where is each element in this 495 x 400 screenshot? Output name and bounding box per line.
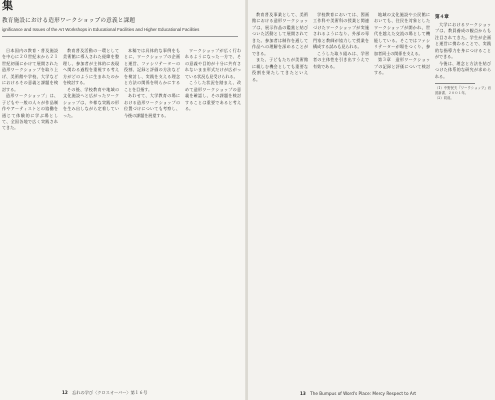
text-column-3 xyxy=(124,48,180,388)
feature-title-character: 集 xyxy=(2,0,13,12)
right-page-folio xyxy=(300,391,416,396)
paragraph: また、子どもたちが美術館に親しむ機会としても重要な役割を果たしてきたといえる。 xyxy=(252,57,308,82)
running-footer: The Bumpus of Word's Place: Mercy Respect to Art xyxy=(310,391,417,396)
paragraph: その後、学校教育や地域の文化施設へと広がったワークショップは、多様な実践の形を生み出しながら定着していった。 xyxy=(63,86,119,118)
text-column-7 xyxy=(374,12,430,388)
header-rule xyxy=(2,36,238,37)
text-column-2 xyxy=(63,48,119,388)
page-number: 13 xyxy=(300,391,306,396)
paragraph: 第３章 造形ワークショップの記録と評価について検討する。 xyxy=(374,57,430,76)
text-column-8 xyxy=(435,12,491,388)
footnote: （2）同前。 xyxy=(435,95,454,100)
article-header xyxy=(2,0,242,37)
footnote-rule xyxy=(435,83,475,84)
left-page-folio xyxy=(62,390,147,396)
paragraph: こうした状況を踏まえ、改めて造形ワークショップの意義を確認し、その課題を検討することは重要であると考える。 xyxy=(185,80,241,112)
paragraph: 大学におけるワークショップは、教員養成の観点からも注目されてきた。学生が企画と運営に携わることで、実践的な指導力を身につけることができる。 xyxy=(435,22,491,60)
article-subtitle: 教育施設における造形ワークショップの意義と課題 xyxy=(2,18,136,24)
paragraph: あわせて、大学教育の場における造形ワークショップの位置づけについても考察し、今後の課題を展望する。 xyxy=(124,93,180,118)
text-column-1 xyxy=(2,48,58,388)
left-page xyxy=(0,0,246,400)
paragraph: ワークショップが広く行われるようになった一方で、その意義や目的が十分に共有されないまま形式だけが広がっている状況も見受けられる。 xyxy=(185,48,241,79)
right-page-columns xyxy=(252,12,491,388)
right-page xyxy=(248,0,495,400)
page-number: 12 xyxy=(62,390,68,395)
paragraph: 学校教育においては、図画工作科や美術科の授業と関連づけたワークショップが実施されるようになり、外部の専門家と教師が協力して授業を構成する試みも見られる。 xyxy=(313,12,369,50)
paragraph: 地域の文化施設や公民館においても、住民を対象としたワークショップが開かれ、世代を越えた交流の場として機能している。そこではファシリテーターが場をつくり、参加者同士の関係を支える。 xyxy=(374,12,430,56)
text-column-4 xyxy=(185,48,241,388)
section-heading: 第４章 xyxy=(435,15,449,20)
paragraph: こうした取り組みは、学習者の主体性を引き出すうえで有効である。 xyxy=(313,50,369,69)
paragraph: 日本国内の教育・普及施設を中心に２０世紀末から２１世紀初頭にかけて展開された造形ワークショップを取り上げ、美術館や学校、大学などにおけるその意義と課題を検討する。 xyxy=(2,48,58,92)
left-page-columns xyxy=(2,48,241,388)
paragraph: 造形ワークショップ」は、子どもや一般の人々が作品制作やアーティストとの協働を通じて体験的に学ぶ場として、全国各地で広く実践されてきた。 xyxy=(2,93,58,131)
article-subtitle-english: ignificance and Issues of the Art Workshops in Educational Facilities and Higher Educational Facilities xyxy=(2,27,200,32)
text-column-6 xyxy=(313,12,369,388)
paragraph: 教育普及事業として、美術館における造形ワークショップは、展示作品の鑑賞と結びついた活動として展開されてきた。参加者は制作を通して作品への理解を深めることができる。 xyxy=(252,12,308,56)
footnote: （1）中野民夫『ワークショップ』岩波新書、２００１年。 xyxy=(435,85,491,95)
text-column-5 xyxy=(252,12,308,388)
paragraph: 本稿では具体的な事例をもとに、ワークショップの企画と運営、ファシリテーターの役割、記録と評価の方法などを検討し、実践を支える理念と方法の関係を明らかにすることを目指す。 xyxy=(124,48,180,92)
running-footer: 忘れの学び〈クロスオーバー〉第１６号 xyxy=(72,390,148,395)
paragraph: 教育普及活動の一環として美術館に導入された経緯を整理し、参加者が主体的に表現へ関わる過程を重視する考え方がどのように生まれたのかを検討する。 xyxy=(63,48,119,86)
paragraph: 今後は、理念と方法を結びつけた体系的な研究が求められる。 xyxy=(435,60,491,79)
